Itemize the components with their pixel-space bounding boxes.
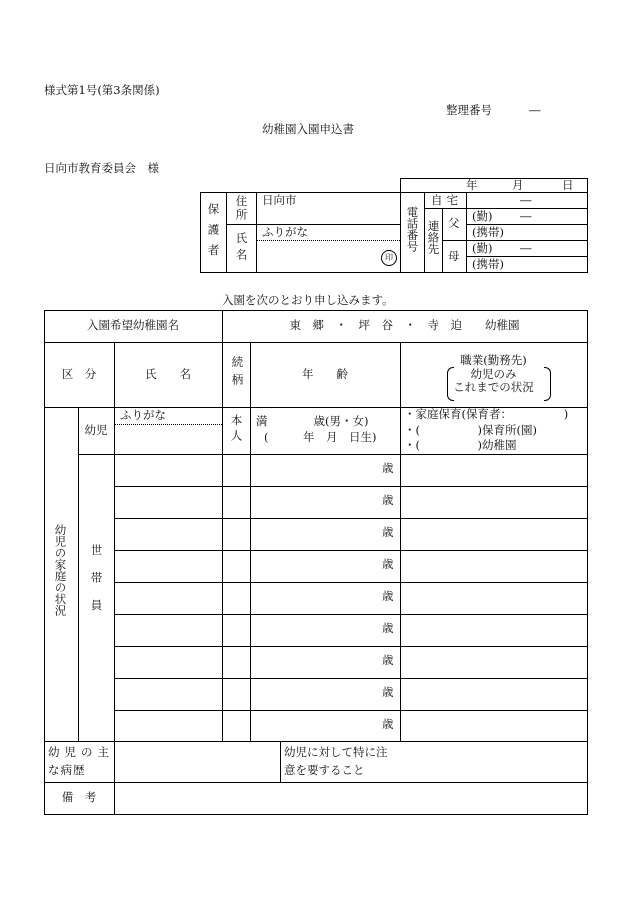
- phone-label: 電話番号: [405, 206, 420, 252]
- child-furigana: ふりがな: [120, 408, 166, 422]
- mother-label: 母: [448, 249, 460, 263]
- child-label: 幼児: [84, 422, 108, 437]
- gt-line: [442, 208, 443, 272]
- gt-line: [400, 178, 588, 179]
- gt-line: [400, 178, 401, 272]
- family-situation-label: 幼児の家庭の状況: [53, 524, 68, 616]
- mt-line: [222, 310, 223, 741]
- contact-label: 連絡先: [426, 220, 441, 255]
- gt-dotted: [256, 240, 400, 241]
- address-value: 日向市: [262, 193, 297, 207]
- date-day: 日: [562, 178, 574, 192]
- column-occupation: [400, 342, 587, 407]
- household-age-unit: 歳: [382, 493, 394, 507]
- reference-number-dash: ―: [529, 103, 541, 117]
- household-age-unit: 歳: [382, 685, 394, 699]
- gt-line: [200, 272, 588, 273]
- mt-line: [44, 814, 588, 815]
- column-relation: 続柄: [230, 356, 245, 391]
- apply-statement: 入園を次のとおり申し込みます。: [222, 293, 394, 307]
- form-title: 幼稚園入園申込書: [262, 122, 354, 136]
- household-age-unit: 歳: [382, 653, 394, 667]
- mt-line: [114, 342, 115, 814]
- gt-line: [424, 208, 588, 209]
- illness-history-text: 幼児の主な病歴: [48, 745, 110, 777]
- mt-line: [114, 518, 588, 519]
- household-age-unit: 歳: [382, 621, 394, 635]
- father-mobile: (携帯): [472, 225, 504, 239]
- remarks-label: 備 考: [61, 790, 97, 805]
- addressee: 日向市教育委員会 様: [44, 161, 159, 175]
- mt-line: [78, 454, 588, 455]
- gt-line: [226, 224, 400, 225]
- household-age-unit: 歳: [382, 525, 394, 539]
- mt-line: [114, 710, 588, 711]
- mt-line: [114, 678, 588, 679]
- mother-mobile: (携帯): [472, 257, 504, 271]
- column-name: 氏 名: [145, 366, 191, 381]
- household-age-unit: 歳: [382, 557, 394, 571]
- child-age-line1: 満 歳(男・女): [256, 414, 369, 428]
- kindergarten-options: 東 郷 ・ 坪 谷 ・ 寺 迫 幼稚園: [289, 318, 520, 333]
- household-label: 世帯員: [89, 544, 104, 627]
- father-work: (勤): [472, 209, 493, 223]
- occupation-line1: 職業(勤務先): [460, 352, 527, 367]
- mother-work: (勤): [472, 241, 493, 255]
- household-age-unit: 歳: [382, 589, 394, 603]
- gt-line: [466, 192, 467, 272]
- mt-line: [114, 614, 588, 615]
- father-work-dash: ―: [520, 209, 532, 223]
- home-phone-dash: ―: [520, 193, 532, 207]
- gt-line: [200, 192, 201, 272]
- mt-line: [114, 582, 588, 583]
- reference-number-label: 整理番号: [446, 103, 492, 117]
- guardian-furigana: ふりがな: [262, 225, 308, 239]
- occupation-line2: 幼児のみ: [470, 366, 517, 381]
- attention-text: 幼児に対して特に注意を要すること: [284, 745, 388, 777]
- form-style-number: 様式第1号(第3条関係): [44, 83, 160, 97]
- gt-line: [424, 192, 425, 272]
- gt-line: [226, 192, 227, 272]
- occupation-line3: これまでの状況: [453, 380, 534, 395]
- gt-line: [587, 178, 588, 272]
- household-age-unit: 歳: [382, 717, 394, 731]
- mt-line: [587, 310, 588, 814]
- mt-line: [280, 741, 281, 782]
- child-status-home: ・家庭保育(保育者： ): [404, 407, 569, 421]
- address-label: 住所: [234, 195, 249, 222]
- column-kubun: 区 分: [61, 366, 97, 381]
- guardian-label: 保護者: [206, 203, 221, 265]
- mt-line: [114, 646, 588, 647]
- mt-line: [114, 486, 588, 487]
- mt-line: [78, 407, 79, 741]
- household-age-unit: 歳: [382, 461, 394, 475]
- attention-label: [284, 741, 398, 782]
- mt-dotted: [114, 424, 222, 425]
- bracket-left: [447, 367, 454, 401]
- seal-mark: 印: [381, 250, 397, 266]
- child-relation: 本人: [229, 414, 244, 445]
- child-age-line2: ( 年 月 日生): [264, 430, 377, 444]
- column-age: 年 齢: [302, 366, 348, 381]
- date-year: 年: [466, 178, 478, 192]
- child-status-kindergarten: ・( )幼稚園: [404, 438, 517, 452]
- bracket-right: [544, 367, 551, 401]
- date-month: 月: [512, 178, 524, 192]
- father-label: 父: [448, 216, 460, 230]
- illness-history-label: [48, 741, 110, 782]
- mt-line: [114, 550, 588, 551]
- mt-line: [44, 782, 588, 783]
- gt-line: [442, 240, 588, 241]
- home-phone-label: 自宅: [431, 193, 462, 207]
- mother-work-dash: ―: [520, 241, 532, 255]
- gt-line: [256, 192, 257, 272]
- name-label: 氏名: [234, 232, 249, 265]
- kindergarten-label: 入園希望幼稚園名: [87, 318, 179, 333]
- child-status-nursery: ・( )保育所(園): [404, 423, 537, 437]
